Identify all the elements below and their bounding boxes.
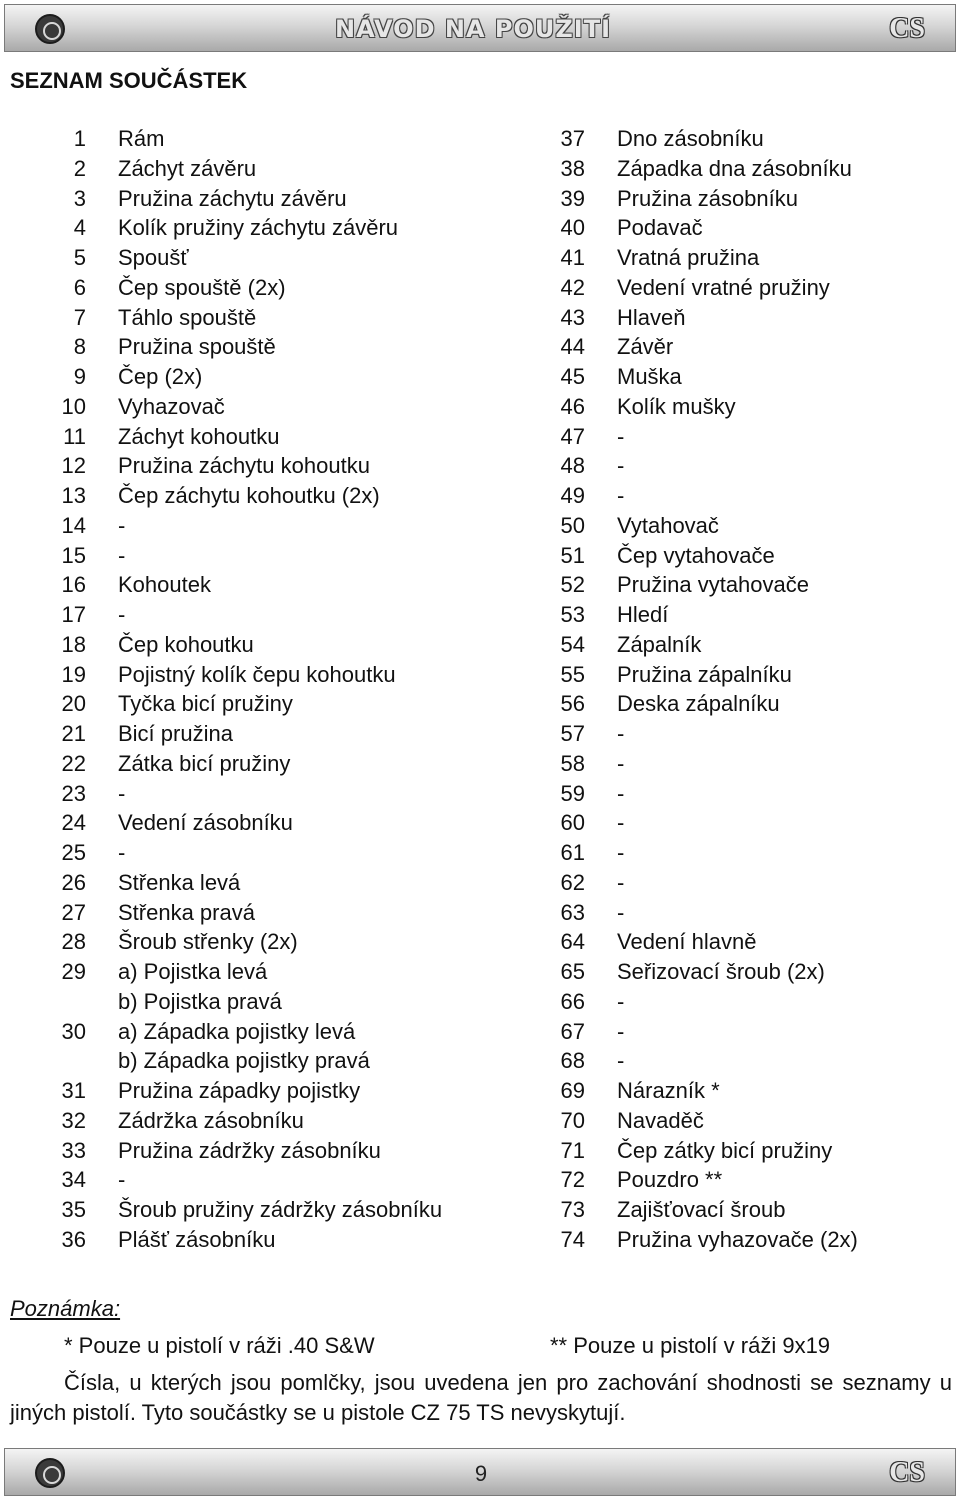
part-number: 59 — [560, 780, 585, 806]
part-number: 33 — [61, 1137, 86, 1163]
part-number: 69 — [560, 1078, 585, 1103]
part-number: 2 — [73, 155, 86, 181]
part-name: Pružina zápalníku — [617, 661, 792, 687]
part-name: - — [617, 869, 625, 895]
part-number: 29 — [61, 959, 86, 984]
part-number: 20 — [61, 691, 86, 717]
footnote-double-star: ** Pouze u pistolí v ráži 9x19 — [550, 1333, 831, 1358]
part-name: b) Pojistka pravá — [118, 988, 282, 1014]
part-name: Pružina spouště — [118, 334, 276, 360]
footer-bar — [4, 1448, 956, 1496]
part-name: Záchyt závěru — [118, 155, 257, 181]
part-number: 62 — [560, 869, 585, 895]
part-number: 45 — [560, 364, 585, 389]
part-name: Střenka levá — [118, 869, 241, 895]
part-name: - — [118, 542, 126, 568]
note-text: Čísla, u kterých jsou pomlčky, jsou uvedena jen pro zachování shodnosti se seznamy u jiných pistolí. Tyto součástky se u pistole CZ 75 TS nevyskytují. — [10, 1370, 952, 1425]
part-number: 6 — [73, 274, 86, 300]
part-number: 8 — [73, 334, 86, 360]
part-name: Zápalník — [617, 631, 702, 657]
part-number: 23 — [61, 780, 86, 806]
part-number: 70 — [560, 1107, 585, 1133]
language-code: CS — [889, 1457, 925, 1488]
part-number: 57 — [560, 721, 585, 746]
part-number: 66 — [560, 988, 585, 1014]
part-number: 40 — [560, 215, 585, 241]
part-name: - — [118, 780, 126, 806]
part-number: 32 — [61, 1107, 86, 1133]
part-name: Čep záchytu kohoutku (2x) — [118, 483, 380, 508]
part-name: Pružina záchytu závěru — [118, 185, 347, 211]
part-number: 37 — [560, 126, 585, 151]
part-number: 1 — [73, 126, 86, 151]
part-name: Pružina zásobníku — [617, 185, 798, 211]
part-name: - — [617, 988, 625, 1014]
part-number: 35 — [61, 1197, 86, 1222]
part-name: Čep (2x) — [118, 364, 203, 389]
page-number: 9 — [474, 1461, 488, 1486]
part-name: Hledí — [617, 602, 669, 627]
part-number: 28 — [61, 929, 86, 955]
note-label: Poznámka: — [10, 1296, 121, 1321]
part-number: 9 — [73, 364, 86, 389]
part-name: - — [617, 721, 625, 746]
part-number: 49 — [560, 483, 585, 508]
part-number: 46 — [560, 393, 585, 419]
part-name: Závěr — [617, 334, 674, 360]
part-number: 63 — [560, 899, 585, 925]
part-name: - — [617, 1018, 625, 1044]
part-name: Dno zásobníku — [617, 126, 764, 151]
part-name: Čep vytahovače — [617, 542, 775, 568]
part-name: Seřizovací šroub (2x) — [617, 959, 825, 984]
part-name: a) Západka pojistky levá — [118, 1018, 356, 1044]
part-number: 24 — [61, 810, 86, 836]
part-name: Čep kohoutku — [118, 631, 254, 657]
part-name: Hlaveň — [617, 304, 686, 330]
part-name: Zádržka zásobníku — [118, 1107, 304, 1133]
part-number: 4 — [73, 215, 86, 241]
part-number: 41 — [560, 245, 585, 270]
part-name: Čep spouště (2x) — [118, 274, 286, 300]
part-name: Táhlo spouště — [118, 304, 257, 330]
language-code: CS — [889, 13, 925, 44]
part-name: Rám — [118, 126, 165, 151]
part-name: Plášť zásobníku — [118, 1226, 276, 1252]
part-name: - — [118, 840, 126, 865]
part-name: Tyčka bicí pružiny — [118, 691, 293, 717]
header-bar — [4, 4, 956, 52]
manual-title: NÁVOD NA POUŽITÍ — [335, 15, 611, 43]
part-name: Deska zápalníku — [617, 691, 780, 717]
part-name: - — [617, 780, 625, 806]
part-number: 25 — [61, 840, 86, 865]
part-name: Západka dna zásobníku — [617, 155, 852, 181]
part-number: 43 — [560, 304, 585, 330]
part-number: 58 — [560, 750, 585, 776]
part-name: Pružina vyhazovače (2x) — [617, 1226, 858, 1252]
part-name: Šroub pružiny zádržky zásobníku — [118, 1197, 443, 1222]
part-name: - — [118, 1167, 126, 1193]
part-number: 16 — [61, 572, 86, 598]
part-number: 11 — [63, 423, 86, 449]
part-name: Pružina zádržky zásobníku — [118, 1137, 381, 1163]
part-number: 60 — [560, 810, 585, 836]
part-name: Čep zátky bicí pružiny — [617, 1137, 833, 1163]
part-name: b) Západka pojistky pravá — [118, 1048, 370, 1074]
footnote-single-star: * Pouze u pistolí v ráži .40 S&W — [64, 1333, 375, 1358]
part-name: - — [118, 602, 126, 627]
part-name: Spoušť — [118, 245, 189, 270]
part-number: 21 — [61, 721, 86, 746]
part-name: Pružina vytahovače — [617, 572, 809, 598]
section-title: SEZNAM SOUČÁSTEK — [10, 68, 248, 93]
part-name: Vedení hlavně — [617, 929, 757, 955]
part-name: Pojistný kolík čepu kohoutku — [118, 661, 396, 687]
part-name: Vedení vratné pružiny — [617, 274, 830, 300]
part-number: 61 — [560, 840, 585, 865]
part-name: a) Pojistka levá — [118, 959, 268, 984]
part-number: 55 — [560, 661, 585, 687]
part-number: 48 — [560, 453, 585, 479]
part-name: - — [617, 750, 625, 776]
part-name: Kolík pružiny záchytu závěru — [118, 215, 399, 241]
part-number: 22 — [61, 750, 86, 776]
part-name: - — [617, 899, 625, 925]
part-number: 26 — [61, 869, 86, 895]
part-name: Zajišťovací šroub — [617, 1197, 786, 1222]
part-number: 38 — [560, 155, 585, 181]
part-name: - — [617, 453, 625, 479]
part-number: 36 — [61, 1226, 86, 1252]
part-number: 44 — [560, 334, 585, 360]
part-number: 53 — [560, 602, 585, 627]
part-name: Muška — [617, 364, 682, 389]
part-name: Šroub střenky (2x) — [118, 929, 298, 955]
part-number: 18 — [61, 631, 86, 657]
part-number: 64 — [560, 929, 585, 955]
part-name: Navaděč — [617, 1107, 704, 1133]
part-number: 71 — [560, 1137, 585, 1163]
part-name: Nárazník * — [617, 1078, 720, 1103]
part-name: Vedení zásobníku — [118, 810, 293, 836]
part-number: 14 — [61, 512, 86, 538]
cz-logo-icon — [35, 14, 65, 44]
part-number: 73 — [560, 1197, 585, 1222]
part-name: Pouzdro ** — [617, 1167, 723, 1193]
part-number: 10 — [61, 393, 86, 419]
part-name: Vyhazovač — [118, 393, 225, 419]
part-name: - — [118, 512, 126, 538]
part-number: 5 — [73, 245, 86, 270]
part-number: 13 — [61, 483, 86, 508]
part-name: Podavač — [617, 215, 703, 241]
part-number: 67 — [560, 1018, 585, 1044]
part-number: 72 — [560, 1167, 585, 1193]
part-name: Pružina záchytu kohoutku — [118, 453, 370, 479]
part-name: - — [617, 423, 625, 449]
part-number: 52 — [560, 572, 585, 598]
part-name: Vytahovač — [617, 512, 719, 538]
part-number: 50 — [560, 512, 585, 538]
part-name: Zátka bicí pružiny — [118, 750, 291, 776]
part-number: 12 — [61, 453, 86, 479]
part-number: 3 — [73, 185, 86, 211]
part-number: 39 — [560, 185, 585, 211]
part-number: 54 — [560, 631, 585, 657]
part-name: - — [617, 810, 625, 836]
part-number: 42 — [560, 274, 585, 300]
part-number: 65 — [560, 959, 585, 984]
part-name: Střenka pravá — [118, 899, 255, 925]
part-name: - — [617, 840, 625, 865]
part-number: 68 — [560, 1048, 585, 1074]
part-number: 17 — [61, 602, 86, 627]
part-number: 34 — [61, 1167, 86, 1193]
part-name: Bicí pružina — [118, 721, 233, 746]
part-number: 19 — [61, 661, 86, 687]
part-number: 51 — [560, 542, 585, 568]
part-number: 27 — [61, 899, 86, 925]
part-name: Pružina západky pojistky — [118, 1078, 361, 1103]
part-number: 30 — [61, 1018, 86, 1044]
part-number: 74 — [560, 1226, 585, 1252]
part-name: - — [617, 1048, 625, 1074]
part-name: Kohoutek — [118, 572, 211, 598]
part-number: 47 — [560, 423, 585, 449]
part-name: Kolík mušky — [617, 393, 736, 419]
part-number: 31 — [61, 1078, 86, 1103]
part-name: Záchyt kohoutku — [118, 423, 280, 449]
part-name: Vratná pružina — [617, 245, 760, 270]
part-number: 7 — [73, 304, 86, 330]
part-number: 56 — [560, 691, 585, 717]
part-name: - — [617, 483, 625, 508]
part-number: 15 — [61, 542, 86, 568]
